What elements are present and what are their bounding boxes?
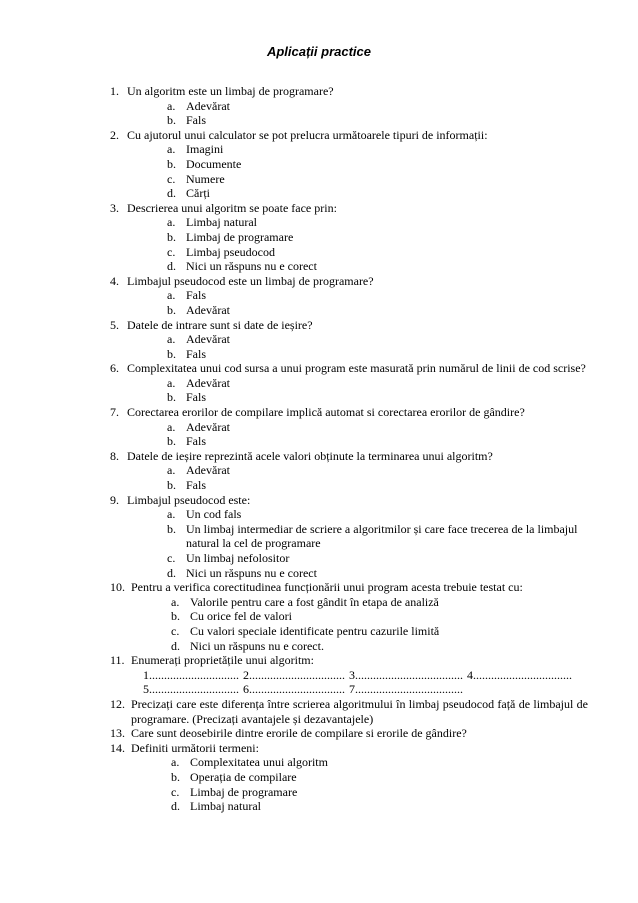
option-letter: b. — [167, 346, 176, 361]
option-text: Cu orice fel de valori — [190, 609, 292, 624]
option-letter: d. — [167, 186, 176, 201]
option-letter: d. — [171, 799, 180, 814]
option-list — [127, 99, 588, 128]
option-text: Fals — [186, 478, 207, 493]
option-letter: b. — [171, 609, 180, 624]
answer-option — [127, 376, 588, 391]
option-text: Complexitatea unui algoritm — [190, 755, 328, 770]
option-letter: b. — [167, 113, 176, 128]
option-text: Un limbaj nefolositor — [186, 551, 290, 565]
question-text: Un algoritm este un limbaj de programare? — [127, 84, 334, 98]
option-text: Adevărat — [186, 463, 230, 478]
option-text: Fals — [186, 346, 207, 361]
answer-option — [127, 522, 588, 551]
answer-option — [127, 230, 588, 245]
answer-option — [127, 157, 588, 172]
question-item — [110, 274, 588, 318]
option-text: Limbaj de programare — [190, 784, 298, 799]
option-text: Imagini — [186, 142, 224, 157]
option-list — [127, 420, 588, 449]
option-letter: c. — [167, 551, 176, 565]
option-text: Adevărat — [186, 375, 230, 390]
option-letter: a. — [171, 755, 180, 770]
question-number: 5. — [110, 317, 119, 332]
option-letter: b. — [167, 390, 176, 405]
question-text: Precizați care este diferența între scrierea algoritmului în limbaj pseudocod față de limbajul de programare. (Precizați avantajele și dezavantajele) — [131, 696, 588, 726]
question-item — [110, 449, 588, 493]
answer-option — [131, 770, 588, 785]
answer-option — [127, 566, 588, 581]
option-text: Un cod fals — [186, 507, 242, 522]
option-text: Adevărat — [186, 302, 230, 317]
option-text: Adevărat — [186, 419, 230, 434]
option-text: Documente — [186, 156, 242, 171]
answer-option — [127, 259, 588, 274]
answer-blank: 5.............................. — [143, 682, 239, 697]
answer-option — [127, 99, 588, 114]
option-letter: c. — [167, 244, 176, 259]
question-item — [110, 84, 588, 128]
question-text: Datele de intrare sunt si date de ieșire? — [127, 317, 313, 332]
question-item — [110, 318, 588, 362]
option-list — [127, 376, 588, 405]
option-letter: b. — [167, 302, 176, 317]
question-text: Pentru a verifica corectitudinea funcționării unui program acesta trebuie testat cu: — [131, 580, 523, 595]
option-list — [127, 463, 588, 492]
answer-option — [131, 609, 588, 624]
option-list — [127, 288, 588, 317]
option-text: Nici un răspuns nu e corect. — [190, 638, 324, 653]
option-list — [131, 595, 588, 653]
option-text: Fals — [186, 390, 207, 405]
answer-option — [131, 785, 588, 800]
question-text: Enumerați proprietățile unui algoritm: — [131, 653, 314, 668]
option-text: Limbaj pseudocod — [186, 244, 275, 259]
answer-option — [127, 113, 588, 128]
question-text: Cu ajutorul unui calculator se pot prelucra următoarele tipuri de informații: — [127, 127, 488, 142]
answer-blank: 3.................................... — [349, 667, 463, 682]
question-item — [110, 201, 588, 274]
option-text: Adevărat — [186, 332, 230, 347]
question-number: 3. — [110, 200, 119, 215]
option-text: Valorile pentru care a fost gândit în etapa de analiză — [190, 594, 439, 609]
option-text: Nici un răspuns nu e corect — [186, 565, 317, 580]
question-item — [110, 361, 588, 405]
answer-option — [127, 434, 588, 449]
question-text: Limbajul pseudocod este un limbaj de programare? — [127, 273, 374, 288]
answer-option — [131, 639, 588, 654]
option-text: Fals — [186, 434, 207, 449]
option-text: Nici un răspuns nu e corect — [186, 259, 317, 274]
answer-option — [127, 478, 588, 493]
option-letter: a. — [167, 332, 176, 347]
question-number: 8. — [110, 448, 119, 463]
question-item — [110, 493, 588, 581]
option-list — [127, 332, 588, 361]
answer-option — [127, 186, 588, 201]
answer-option — [127, 142, 588, 157]
answer-option — [127, 245, 588, 260]
option-letter: a. — [167, 463, 176, 478]
question-text: Complexitatea unui cod sursa a unui program este masurată prin numărul de linii de cod scrise? — [127, 361, 586, 376]
question-text: Definiti următorii termeni: — [131, 740, 259, 755]
answer-option — [127, 303, 588, 318]
answer-option — [127, 390, 588, 405]
option-text: Limbaj natural — [186, 215, 257, 230]
answer-blank: 4................................. — [467, 667, 572, 682]
question-item — [110, 405, 588, 449]
question-number: 4. — [110, 273, 119, 288]
question-text: Datele de ieșire reprezintă acele valori obținute la terminarea unui algoritm? — [127, 448, 493, 463]
answer-option — [127, 420, 588, 435]
question-number: 9. — [110, 492, 119, 507]
option-text: Cărți — [186, 186, 210, 201]
option-letter: d. — [167, 565, 176, 580]
answer-option — [131, 755, 588, 770]
option-letter: a. — [171, 594, 180, 609]
question-number: 7. — [110, 405, 119, 420]
option-text: Limbaj natural — [190, 799, 261, 814]
option-letter: c. — [167, 171, 176, 186]
answer-blank-row — [131, 682, 588, 697]
question-number: 12. — [110, 696, 125, 711]
option-letter: b. — [167, 434, 176, 449]
option-list — [127, 507, 588, 580]
question-text: Descrierea unui algoritm se poate face prin: — [127, 200, 337, 215]
question-item — [110, 697, 588, 726]
option-letter: a. — [167, 142, 176, 157]
option-letter: a. — [167, 288, 176, 303]
answer-option — [127, 332, 588, 347]
answer-option — [127, 551, 588, 566]
answer-blank: 7.................................... — [349, 682, 463, 697]
answer-option — [127, 463, 588, 478]
answer-option — [127, 172, 588, 187]
question-item — [110, 128, 588, 201]
question-item — [110, 741, 588, 814]
question-list — [110, 84, 588, 814]
answer-blank-row — [131, 668, 588, 683]
option-list — [127, 215, 588, 273]
answer-option — [131, 624, 588, 639]
question-item — [110, 726, 588, 741]
question-text: Corectarea erorilor de compilare implică automat si corectarea erorilor de gândire? — [127, 405, 525, 420]
answer-blank: 2................................ — [243, 667, 345, 682]
option-letter: a. — [167, 375, 176, 390]
option-letter: b. — [167, 521, 176, 536]
question-number: 2. — [110, 127, 119, 142]
question-number: 1. — [110, 84, 119, 98]
option-letter: a. — [167, 507, 176, 522]
option-letter: c. — [171, 623, 180, 638]
question-number: 14. — [110, 740, 125, 755]
question-number: 10. — [110, 580, 125, 595]
option-letter: a. — [167, 98, 176, 113]
option-letter: b. — [167, 229, 176, 244]
option-text: Numere — [186, 171, 225, 186]
answer-option — [127, 507, 588, 522]
question-item — [110, 653, 588, 697]
option-text: Fals — [186, 113, 207, 128]
page-title: Aplicații practice — [266, 44, 372, 59]
question-number: 6. — [110, 361, 119, 376]
option-text: Operația de compilare — [190, 769, 297, 784]
question-number: 11. — [110, 653, 125, 668]
answer-blank: 1.............................. — [143, 667, 239, 682]
answer-option — [131, 595, 588, 610]
answer-option — [131, 799, 588, 814]
option-letter: a. — [167, 419, 176, 434]
question-text: Care sunt deosebirile dintre erorile de compilare si erorile de gândire? — [131, 726, 467, 741]
option-letter: a. — [167, 215, 176, 230]
answer-option — [127, 288, 588, 303]
answer-option — [127, 347, 588, 362]
option-letter: c. — [171, 784, 180, 799]
option-text: Cu valori speciale identificate pentru cazurile limită — [190, 623, 440, 638]
answer-blank: 6................................ — [243, 682, 345, 697]
question-item — [110, 580, 588, 653]
option-text: Un limbaj intermediar de scriere a algoritmilor și care face trecerea de la limbajul natural la cel de programare — [186, 521, 578, 551]
option-letter: d. — [167, 259, 176, 274]
question-number: 13. — [110, 726, 125, 741]
option-letter: b. — [167, 156, 176, 171]
question-text: Limbajul pseudocod este: — [127, 492, 251, 507]
option-text: Fals — [186, 288, 207, 303]
answer-option — [127, 215, 588, 230]
option-text: Limbaj de programare — [186, 229, 294, 244]
option-letter: d. — [171, 638, 180, 653]
option-list — [131, 755, 588, 813]
option-letter: b. — [171, 769, 180, 784]
option-text: Adevărat — [186, 98, 230, 113]
option-list — [127, 142, 588, 200]
option-letter: b. — [167, 478, 176, 493]
